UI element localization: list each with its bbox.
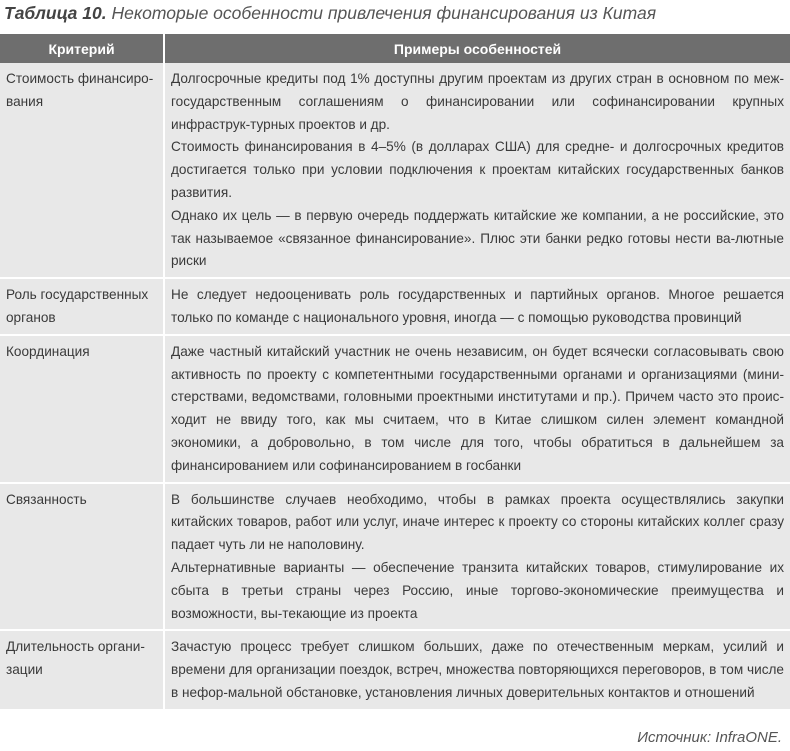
example-paragraph: Стоимость финансирования в 4–5% (в долларах США) для средне- и долгосрочных кредитов достигается только при условии подключения к проектам китайских государственных банков развития. xyxy=(171,139,784,200)
example-paragraph: Даже частный китайский участник не очень независим, он будет всячески согласовывать свою активность по проекту с компетентными государственными органами и организациями (мини-стерствами, ведомствами, головными проектными институтами и пр.). Причем часто это проис-ходит не ввиду того, как мы считаем, что в Китае слишком силен элемент командной экономики, а добровольно, в том числе для того, чтобы обратиться в дальнейшем за финансированием или софинансированием в госбанки xyxy=(171,343,784,473)
examples-cell xyxy=(164,630,790,709)
table-row xyxy=(0,63,790,278)
examples-cell xyxy=(164,335,790,483)
table-body xyxy=(0,63,790,710)
table-caption xyxy=(4,0,656,30)
features-table xyxy=(0,34,790,711)
example-paragraph: Долгосрочные кредиты под 1% доступны другим проектам из других стран в основном по меж-государственным соглашениям о финансировании или софинансировании крупных инфраструк-турных проектов и др. xyxy=(171,71,784,132)
table-row xyxy=(0,278,790,335)
table-row xyxy=(0,483,790,631)
table-caption-label: Таблица 10. xyxy=(4,3,107,23)
example-paragraph: Однако их цель — в первую очередь поддержать китайские же компании, а не российские, это так называемое «связанное финансирование». Плюс эти банки редко готовы нести ва-лютные риски xyxy=(171,207,784,269)
criterion-cell: Длительность органи-зации xyxy=(0,630,164,709)
example-paragraph: Зачастую процесс требует слишком больших, даже по отечественным меркам, усилий и времени для организации поездок, встреч, множества повторяющихся переговоров, в том числе в нефор-мальной обстановке, установления личных доверительных контактов и отношений xyxy=(171,639,784,700)
table-row xyxy=(0,630,790,709)
table-caption-title: Некоторые особенности привлечения финансирования из Китая xyxy=(111,3,657,23)
example-paragraph: Не следует недооценивать роль государственных и партийных органов. Многое решается только по команде с национального уровня, иногда — с помощью руководства провинций xyxy=(171,287,784,325)
criterion-cell: Стоимость финансиро-вания xyxy=(0,63,164,278)
source-note: Источник: InfraONE. xyxy=(637,729,782,746)
criterion-cell: Координация xyxy=(0,335,164,483)
examples-cell xyxy=(164,63,790,278)
criterion-cell: Роль государственных органов xyxy=(0,278,164,335)
example-paragraph: Альтернативные варианты — обеспечение транзита китайских товаров, стимулирование их сбыта в третьи страны через Россию, иные торгово-экономические преимущества и возможности, вы-текающие из проекта xyxy=(171,559,784,621)
table-header-row xyxy=(0,34,790,63)
header-examples: Примеры особенностей xyxy=(164,34,790,63)
table-row xyxy=(0,335,790,483)
examples-cell xyxy=(164,278,790,335)
criterion-cell: Связанность xyxy=(0,483,164,631)
example-paragraph: В большинстве случаев необходимо, чтобы в рамках проекта осуществлялись закупки китайских товаров, работ или услуг, иначе интерес к проекту со стороны китайских коллег сразу падает чуть ли не наполовину. xyxy=(171,491,784,553)
header-criterion: Критерий xyxy=(0,34,164,63)
examples-cell xyxy=(164,483,790,631)
